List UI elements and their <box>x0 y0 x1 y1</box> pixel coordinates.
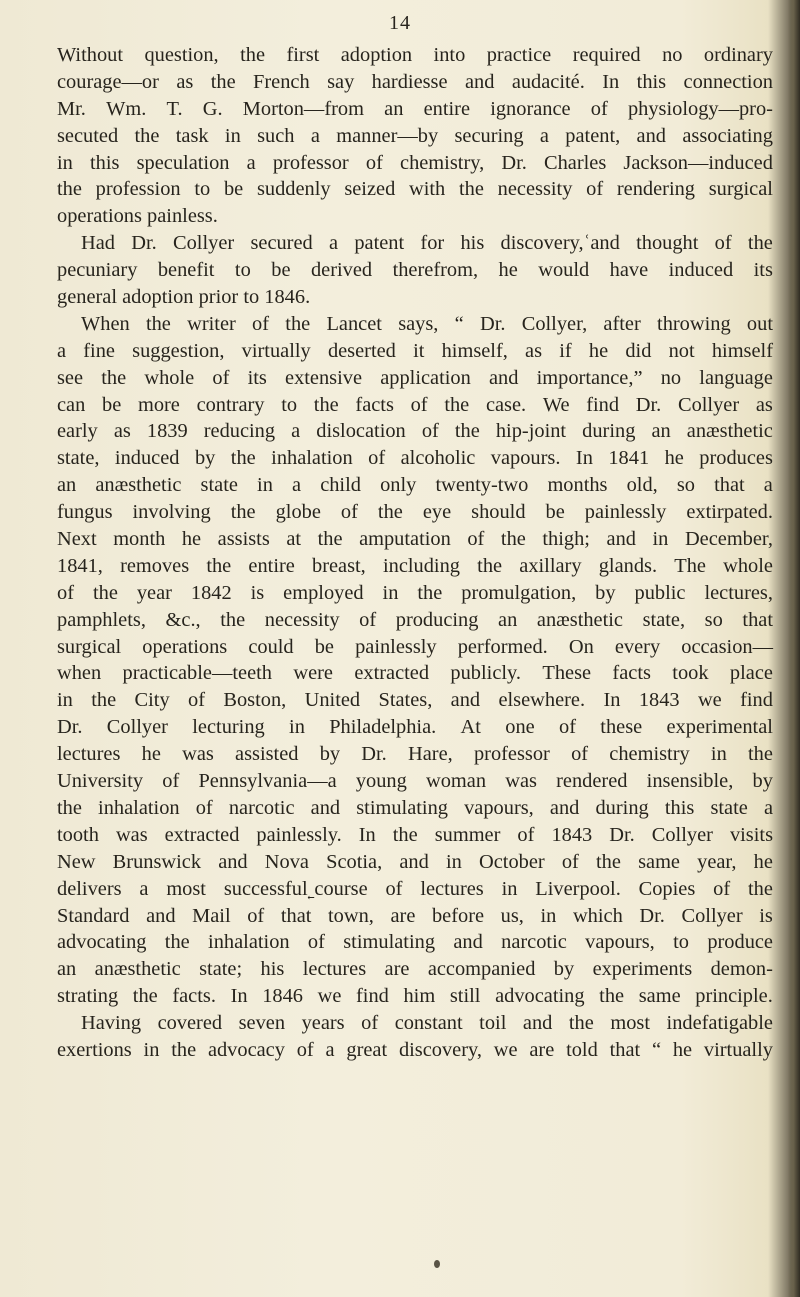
text-line: Standard and Mail of that town, are before us, in which Dr. Collyer is <box>57 904 773 927</box>
text-line: operations painless. <box>57 205 218 228</box>
ink-speck <box>434 1260 440 1268</box>
text-line: early as 1839 reducing a dislocation of the hip-joint during an anæsthetic <box>57 420 773 443</box>
text-line: New Brunswick and Nova Scotia, and in October of the same year, he <box>57 850 773 873</box>
text-line: pamphlets, &c., the necessity of producing an anæsthetic state, so that <box>57 608 773 631</box>
text-line: when practicable—teeth were extracted publicly. These facts took place <box>57 662 773 685</box>
body-text <box>57 42 773 1064</box>
text-line: the profession to be suddenly seized with the necessity of rendering surgical <box>57 178 773 201</box>
text-line: general adoption prior to 1846. <box>57 286 311 309</box>
page-number: 14 <box>389 12 411 34</box>
text-line: Had Dr. Collyer secured a patent for his discovery,ʿand thought of the <box>81 232 773 255</box>
text-line: Having covered seven years of constant toil and the most indefatigable <box>81 1012 773 1035</box>
text-line: lectures he was assisted by Dr. Hare, professor of chemistry in the <box>57 743 773 766</box>
text-line: an anæsthetic state; his lectures are accompanied by experiments demon- <box>57 958 773 981</box>
text-line: a fine suggestion, virtually deserted it himself, as if he did not himself <box>57 339 773 362</box>
text-line: tooth was extracted painlessly. In the summer of 1843 Dr. Collyer visits <box>57 823 773 846</box>
text-line: Next month he assists at the amputation of the thigh; and in December, <box>57 528 773 551</box>
text-line: When the writer of the Lancet says, “ Dr. Collyer, after throwing out <box>81 312 773 335</box>
text-line: the inhalation of narcotic and stimulating vapours, and during this state a <box>57 796 773 819</box>
page-edge-shadow <box>788 0 800 1297</box>
text-line: 1841, removes the entire breast, including the axillary glands. The whole <box>57 554 773 577</box>
text-line: Dr. Collyer lecturing in Philadelphia. At one of these experimental <box>57 716 773 739</box>
text-line: in this speculation a professor of chemistry, Dr. Charles Jackson—induced <box>57 151 773 174</box>
text-line: Mr. Wm. T. G. Morton—from an entire ignorance of physiology—pro- <box>57 97 773 120</box>
text-line: strating the facts. In 1846 we find him still advocating the same principle. <box>57 985 773 1008</box>
text-line: advocating the inhalation of stimulating and narcotic vapours, to produce <box>57 931 773 954</box>
text-line: an anæsthetic state in a child only twenty-two months old, so that a <box>57 474 773 497</box>
text-line: in the City of Boston, United States, and elsewhere. In 1843 we find <box>57 689 773 712</box>
text-line: University of Pennsylvania—a young woman was rendered insensible, by <box>57 770 773 793</box>
text-line: Without question, the first adoption into practice required no ordinary <box>57 44 773 66</box>
text-line: state, induced by the inhalation of alcoholic vapours. In 1841 he produces <box>57 447 773 470</box>
text-line: pecuniary benefit to be derived therefrom, he would have induced its <box>57 259 773 282</box>
text-line: exertions in the advocacy of a great discovery, we are told that “ he virtually <box>57 1038 773 1061</box>
text-line: see the whole of its extensive application and importance,” no language <box>57 366 773 389</box>
text-line: delivers a most successful˿course of lectures in Liverpool. Copies of the <box>57 877 773 900</box>
text-line: surgical operations could be painlessly performed. On every occasion— <box>57 635 773 658</box>
text-line: fungus involving the globe of the eye should be painlessly extirpated. <box>57 501 773 524</box>
text-line: secuted the task in such a manner—by securing a patent, and associating <box>57 124 773 147</box>
text-line: can be more contrary to the facts of the case. We find Dr. Collyer as <box>57 393 773 416</box>
text-line: courage—or as the French say hardiesse and audacité. In this connection <box>57 70 773 93</box>
text-line: of the year 1842 is employed in the promulgation, by public lectures, <box>57 581 773 604</box>
